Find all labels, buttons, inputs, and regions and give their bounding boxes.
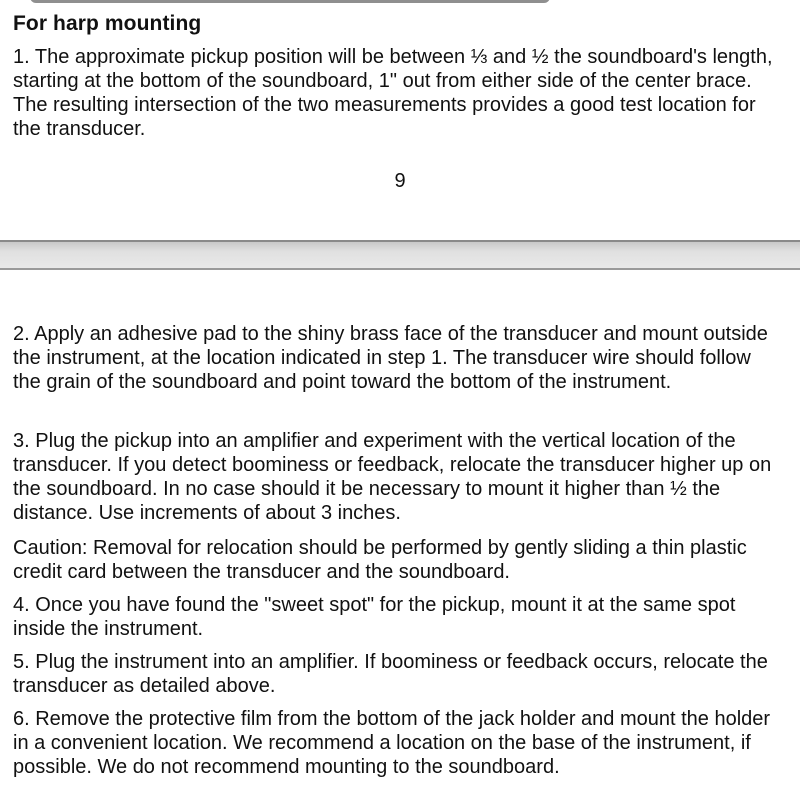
section-heading: For harp mounting xyxy=(13,12,202,35)
previous-text-cutoff xyxy=(30,0,550,3)
instruction-step-4: 4. Once you have found the "sweet spot" for the pickup, mount it at the same spot inside the instrument. xyxy=(13,594,736,640)
page-number: 9 xyxy=(394,170,406,192)
instruction-step-3: 3. Plug the pickup into an amplifier and experiment with the vertical location of the transducer. If you detect boominess or feedback, relocate the transducer higher up on the soundboard. In no case should it be necessary to mount it higher than ½ the distance. Use increments of about 3 inches. xyxy=(13,430,772,524)
instruction-step-5: 5. Plug the instrument into an amplifier. If boominess or feedback occurs, relocate the transducer as detailed above. xyxy=(13,651,768,697)
instruction-step-2: 2. Apply an adhesive pad to the shiny brass face of the transducer and mount outside the instrument, at the location indicated in step 1. The transducer wire should follow the grain of the soundboard and point toward the bottom of the instrument. xyxy=(13,323,768,393)
document-page-top xyxy=(0,0,800,240)
instruction-step-6: 6. Remove the protective film from the bottom of the jack holder and mount the holder in a convenient location. We recommend a location on the base of the instrument, if possible. We do not recommend mounting to the soundboard. xyxy=(13,708,771,778)
page-break-divider xyxy=(0,240,800,270)
instruction-step-1: 1. The approximate pickup position will be between ⅓ and ½ the soundboard's length, starting at the bottom of the soundboard, 1" out from either side of the center brace. The resulting intersection of the two measurements provides a good test location for the transducer. xyxy=(13,46,773,140)
caution-note: Caution: Removal for relocation should be performed by gently sliding a thin plastic credit card between the transducer and the soundboard. xyxy=(13,537,747,583)
